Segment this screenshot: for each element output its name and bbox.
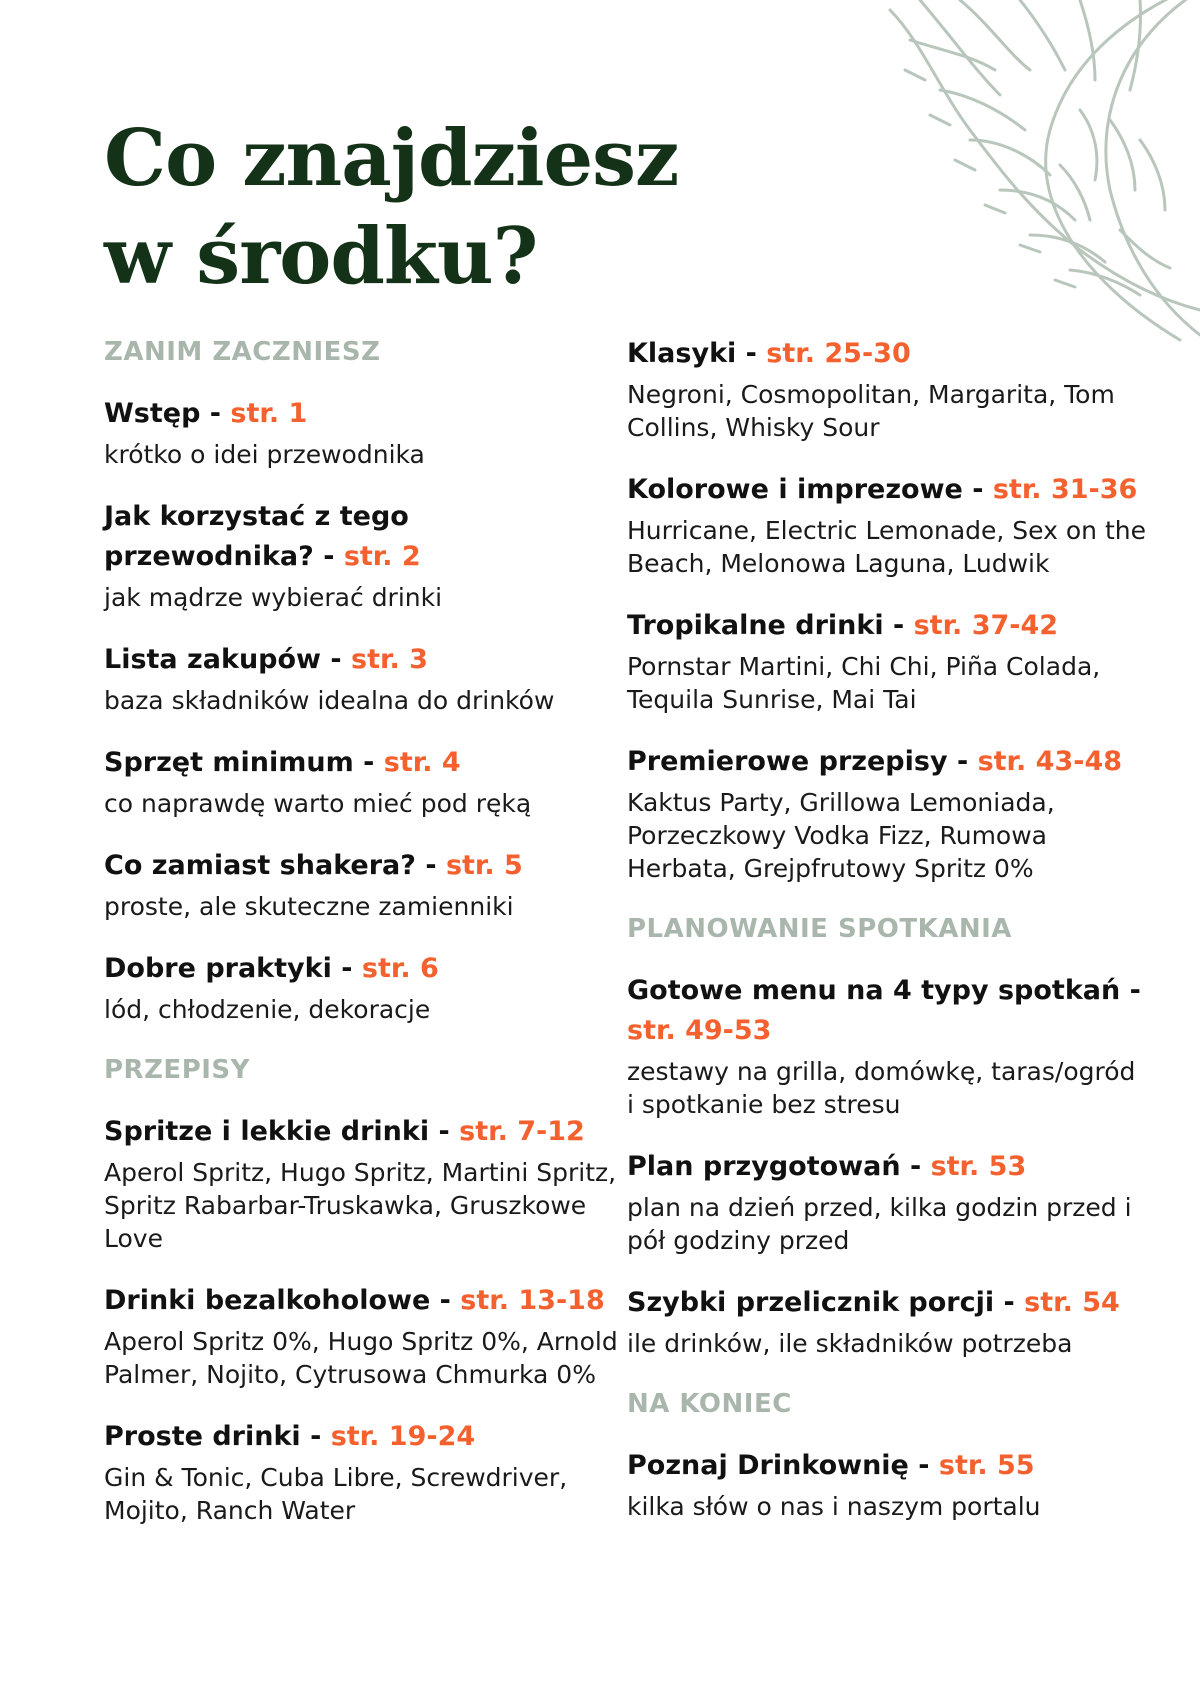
toc-entry[interactable] — [104, 743, 624, 820]
toc-entry[interactable] — [627, 1446, 1147, 1523]
entry-title — [104, 394, 624, 434]
entry-description: Aperol Spritz 0%, Hugo Spritz 0%, Arnold Palmer, Nojito, Cytrusowa Chmurka 0% — [104, 1327, 618, 1389]
entry-dash: - — [900, 1151, 931, 1182]
toc-entry[interactable] — [104, 949, 624, 1026]
toc-entry[interactable] — [627, 1283, 1147, 1360]
toc-section — [627, 911, 1147, 1360]
entry-dash: - — [313, 541, 344, 572]
entry-page-ref[interactable]: str. 5 — [445, 850, 523, 881]
page-title-line-1: Co znajdziesz — [104, 113, 679, 204]
entry-page-ref[interactable]: str. 54 — [1024, 1287, 1120, 1318]
entry-description: Kaktus Party, Grillowa Lemoniada, Porzeczkowy Vodka Fizz, Rumowa Herbata, Grejpfrutowy Spritz 0% — [627, 788, 1055, 883]
toc-entry[interactable] — [627, 971, 1147, 1121]
entry-dash: - — [947, 746, 978, 777]
entry-page-ref[interactable]: str. 25-30 — [766, 338, 911, 369]
entry-name: Szybki przelicznik porcji — [627, 1287, 995, 1318]
entry-name: Lista zakupów — [104, 644, 321, 675]
toc-entry[interactable] — [627, 470, 1147, 580]
entry-page-ref[interactable]: str. 6 — [361, 953, 439, 984]
entry-dash: - — [429, 1116, 460, 1147]
entry-dash: - — [736, 338, 767, 369]
entry-dash: - — [200, 398, 231, 429]
entry-name: Proste drinki — [104, 1421, 301, 1452]
entry-title — [627, 1446, 1147, 1486]
entry-description: jak mądrze wybierać drinki — [104, 583, 443, 612]
entry-page-ref[interactable]: str. 43-48 — [977, 746, 1123, 777]
entry-page-ref[interactable]: str. 1 — [230, 398, 308, 429]
toc-left-column — [104, 334, 624, 1553]
entry-page-ref[interactable]: str. 19-24 — [330, 1421, 476, 1452]
entry-description: baza składników idealna do drinków — [104, 686, 555, 715]
entry-page-ref[interactable]: str. 13-18 — [460, 1285, 605, 1316]
page-title-line-2: w środku? — [104, 211, 538, 302]
entry-name: Drinki bezalkoholowe — [104, 1285, 431, 1316]
entry-dash: - — [994, 1287, 1025, 1318]
entry-dash: - — [908, 1450, 939, 1481]
entry-title — [627, 334, 1147, 374]
entry-description: Gin & Tonic, Cuba Libre, Screwdriver, Mojito, Ranch Water — [104, 1463, 568, 1525]
entry-title — [627, 1283, 1147, 1323]
toc-entry[interactable] — [627, 606, 1147, 716]
entry-page-ref[interactable]: str. 3 — [351, 644, 428, 675]
entry-page-ref[interactable]: str. 2 — [343, 541, 421, 572]
toc-entry[interactable] — [104, 1281, 624, 1391]
entry-dash: - — [883, 610, 914, 641]
entry-title — [104, 846, 624, 886]
entry-name: Premierowe przepisy — [627, 746, 948, 777]
entry-title — [104, 949, 624, 989]
entry-page-ref[interactable]: str. 31-36 — [992, 474, 1138, 505]
entry-page-ref[interactable]: str. 53 — [930, 1151, 1027, 1182]
toc-entry[interactable] — [104, 1112, 624, 1255]
entry-description: Negroni, Cosmopolitan, Margarita, Tom Collins, Whisky Sour — [627, 380, 1115, 442]
toc-section — [104, 1052, 624, 1527]
section-heading: PRZEPISY — [104, 1055, 250, 1085]
entry-name: Plan przygotowań — [627, 1151, 901, 1182]
entry-description: Aperol Spritz, Hugo Spritz, Martini Spritz, Spritz Rabarbar-Truskawka, Gruszkowe Love — [104, 1158, 617, 1253]
entry-description: ile drinków, ile składników potrzeba — [627, 1329, 1073, 1358]
entry-description: zestawy na grilla, domówkę, taras/ogród i spotkanie bez stresu — [627, 1057, 1136, 1119]
entry-dash: - — [430, 1285, 461, 1316]
toc-entry[interactable] — [104, 846, 624, 923]
entry-dash: - — [962, 474, 993, 505]
section-heading: ZANIM ZACZNIESZ — [104, 337, 381, 367]
entry-title — [627, 971, 1147, 1051]
entry-title — [104, 497, 624, 577]
entry-name: Sprzęt minimum — [104, 747, 354, 778]
entry-name: Kolorowe i imprezowe — [627, 474, 963, 505]
entry-title — [104, 1281, 624, 1321]
toc-entry[interactable] — [627, 742, 1147, 885]
entry-name: Klasyki — [627, 338, 737, 369]
toc-entry[interactable] — [104, 394, 624, 471]
entry-description: plan na dzień przed, kilka godzin przed i pół godziny przed — [627, 1193, 1132, 1255]
section-heading: PLANOWANIE SPOTKANIA — [627, 914, 1012, 944]
entry-description: Pornstar Martini, Chi Chi, Piña Colada, Tequila Sunrise, Mai Tai — [627, 652, 1101, 714]
toc-section — [627, 334, 1147, 885]
entry-description: kilka słów o nas i naszym portalu — [627, 1492, 1041, 1521]
entry-description: krótko o idei przewodnika — [104, 440, 425, 469]
entry-dash: - — [415, 850, 446, 881]
entry-description: Hurricane, Electric Lemonade, Sex on the Beach, Melonowa Laguna, Ludwik — [627, 516, 1146, 578]
entry-page-ref[interactable]: str. 49-53 — [627, 1015, 772, 1046]
toc-entry[interactable] — [104, 640, 624, 717]
toc-entry[interactable] — [104, 497, 624, 614]
entry-title — [627, 742, 1147, 782]
entry-dash: - — [1120, 975, 1141, 1006]
entry-dash: - — [331, 953, 362, 984]
entry-name: Gotowe menu na 4 typy spotkań — [627, 975, 1121, 1006]
toc-section — [627, 1386, 1147, 1523]
entry-name: Spritze i lekkie drinki — [104, 1116, 430, 1147]
entry-title — [627, 1147, 1147, 1187]
entry-name: Wstęp — [104, 398, 201, 429]
entry-name: Jak korzystać z tego przewodnika? — [104, 501, 409, 572]
entry-title — [627, 606, 1147, 646]
page-title — [104, 110, 678, 306]
entry-page-ref[interactable]: str. 4 — [383, 747, 461, 778]
entry-title — [104, 1112, 624, 1152]
entry-page-ref[interactable]: str. 7-12 — [459, 1116, 585, 1147]
entry-dash: - — [300, 1421, 331, 1452]
toc-right-column — [627, 334, 1147, 1549]
entry-title — [104, 640, 624, 680]
toc-entry[interactable] — [627, 334, 1147, 444]
entry-title — [104, 743, 624, 783]
toc-entry[interactable] — [104, 1417, 624, 1527]
entry-dash: - — [353, 747, 384, 778]
entry-title — [627, 470, 1147, 510]
entry-name: Poznaj Drinkownię — [627, 1450, 909, 1481]
entry-description: co naprawdę warto mieć pod ręką — [104, 789, 532, 818]
entry-title — [104, 1417, 624, 1457]
entry-name: Dobre praktyki — [104, 953, 332, 984]
toc-entry[interactable] — [627, 1147, 1147, 1257]
entry-name: Co zamiast shakera? — [104, 850, 416, 881]
entry-name: Tropikalne drinki — [627, 610, 884, 641]
leaf-illustration-icon — [880, 0, 1200, 360]
entry-page-ref[interactable]: str. 55 — [938, 1450, 1035, 1481]
toc-section — [104, 334, 624, 1026]
section-heading: NA KONIEC — [627, 1389, 792, 1419]
entry-description: proste, ale skuteczne zamienniki — [104, 892, 514, 921]
entry-page-ref[interactable]: str. 37-42 — [913, 610, 1059, 641]
entry-description: lód, chłodzenie, dekoracje — [104, 995, 431, 1024]
entry-dash: - — [321, 644, 352, 675]
